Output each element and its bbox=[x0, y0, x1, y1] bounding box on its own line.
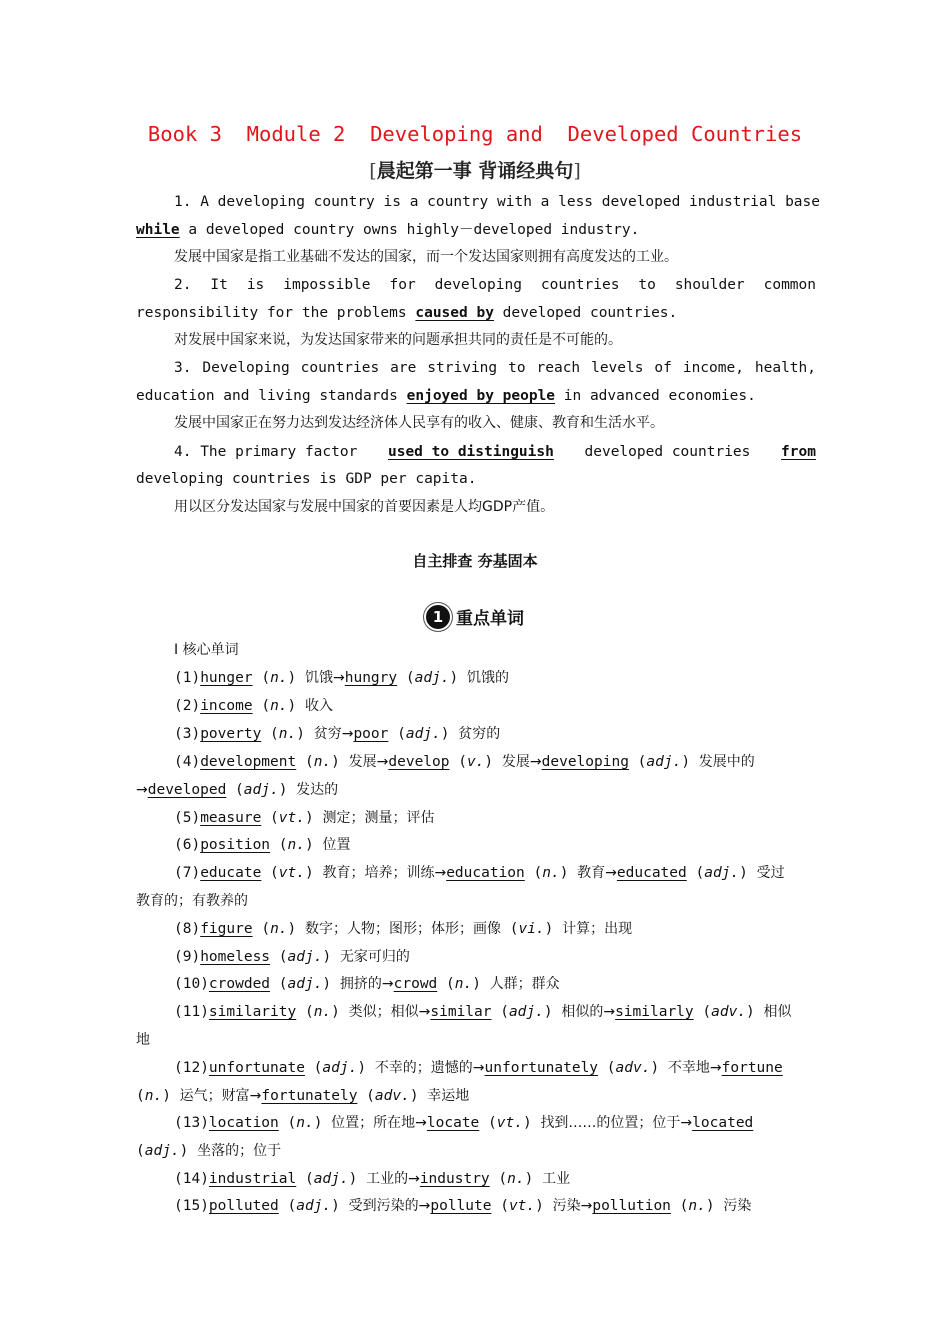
vocab-word: developing bbox=[541, 754, 629, 770]
arrow-icon: → bbox=[136, 782, 148, 798]
vocab-meaning: 相似的→ bbox=[561, 1004, 616, 1020]
key-phrase: enjoyed by people bbox=[406, 388, 556, 404]
vocab-item-6: (6)position (n.) 位置 bbox=[174, 837, 351, 853]
part-of-speech: n. bbox=[296, 1115, 314, 1131]
part-of-speech: n. bbox=[270, 670, 288, 686]
vocab-item-3: (3)poverty (n.) 贫穷→poor (adj.) 贫穷的 bbox=[174, 726, 501, 742]
vocab-word: position bbox=[200, 837, 271, 853]
part-of-speech: adj. bbox=[287, 976, 323, 992]
badge-label: 重点单词 bbox=[456, 609, 524, 629]
vocab-word: locate bbox=[426, 1115, 480, 1131]
vocab-meaning: 收入 bbox=[305, 698, 333, 714]
sentence-3-line-2 bbox=[136, 386, 816, 406]
item-number: (15) bbox=[174, 1198, 209, 1214]
sentence-text: in advanced economies. bbox=[555, 388, 756, 404]
part-of-speech: vt. bbox=[496, 1115, 523, 1131]
vocab-meaning: 幸运地 bbox=[427, 1088, 470, 1104]
item-number: (3) bbox=[174, 726, 201, 742]
vocab-word: location bbox=[208, 1115, 279, 1131]
vocab-meaning: 不幸地→ bbox=[667, 1060, 722, 1076]
vocab-word: pollute bbox=[430, 1198, 492, 1214]
vocab-meaning: 受到污染的→ bbox=[348, 1198, 431, 1214]
part-of-speech: n. bbox=[278, 726, 297, 742]
part-of-speech: adj. bbox=[414, 670, 450, 686]
sentence-1-line-1: 1. A developing country is a country with a less developed industrial base bbox=[174, 194, 821, 210]
vocab-word: develop bbox=[388, 754, 450, 770]
key-phrase: from bbox=[781, 444, 816, 460]
item-number: (6) bbox=[174, 837, 201, 853]
item-number: (10) bbox=[174, 976, 209, 992]
sentence-text: education and living standards bbox=[136, 388, 407, 404]
vocab-heading: Ⅰ 核心单词 bbox=[174, 642, 239, 658]
vocab-meaning: 受过 bbox=[756, 865, 785, 881]
part-of-speech: n. bbox=[507, 1171, 525, 1187]
vocab-word: poor bbox=[353, 726, 389, 742]
part-of-speech: vi. bbox=[518, 921, 545, 937]
vocab-item-10: (10)crowded (adj.) 拥挤的→crowd (n.) 人群；群众 bbox=[174, 976, 560, 992]
vocab-item-11-cont: 地 bbox=[136, 1032, 150, 1048]
item-number: (7) bbox=[174, 865, 201, 881]
vocab-meaning: 无家可归的 bbox=[339, 949, 410, 965]
part-of-speech: adj. bbox=[313, 1171, 349, 1187]
vocab-meaning: 发展中的 bbox=[698, 754, 755, 770]
vocab-meaning: 不幸的；遗憾的→ bbox=[374, 1060, 485, 1076]
vocab-word: homeless bbox=[200, 949, 271, 965]
vocab-word: unfortunate bbox=[208, 1060, 305, 1076]
vocab-meaning: 发达的 bbox=[296, 782, 339, 798]
vocab-item-14: (14)industrial (adj.) 工业的→industry (n.) 工业 bbox=[174, 1171, 571, 1187]
sentence-3-translation: 发展中国家正在努力达到发达经济体人民享有的收入、健康、教育和生活水平。 bbox=[174, 415, 664, 431]
sentence-3-line-1: 3. Developing countries are striving to reach levels of income, health, bbox=[174, 360, 816, 376]
part-of-speech: n. bbox=[270, 698, 288, 714]
vocab-word: poverty bbox=[200, 726, 262, 742]
part-of-speech: adj. bbox=[243, 782, 279, 798]
vocab-word: hunger bbox=[200, 670, 253, 686]
part-of-speech: n. bbox=[542, 865, 560, 881]
vocab-word: industry bbox=[419, 1171, 490, 1187]
part-of-speech: adv. bbox=[711, 1004, 747, 1020]
key-phrase: while bbox=[136, 222, 180, 238]
vocab-word: development bbox=[200, 754, 297, 770]
vocab-word: education bbox=[446, 865, 525, 881]
vocab-meaning: 发展→ bbox=[348, 754, 389, 770]
vocab-word: pollution bbox=[592, 1198, 671, 1214]
sentence-1-translation: 发展中国家是指工业基础不发达的国家，而一个发达国家则拥有高度发达的工业。 bbox=[174, 249, 678, 265]
sentence-2-line-2 bbox=[136, 303, 816, 323]
section-title: 自主排查 夯基固本 bbox=[412, 552, 538, 570]
part-of-speech: vt. bbox=[508, 1198, 536, 1214]
item-number: (13) bbox=[174, 1115, 209, 1131]
vocab-item-13: (13)location (n.) 位置；所在地→locate (vt.) 找到……的位置；位于→located bbox=[174, 1115, 754, 1131]
vocab-item-11: (11)similarity (n.) 类似；相似→similar (adj.) 相似的→similarly (adv.) 相似 bbox=[174, 1004, 792, 1020]
vocab-word: unfortunately bbox=[484, 1060, 599, 1076]
vocab-meaning: 贫穷→ bbox=[313, 726, 354, 742]
sentence-2-translation: 对发展中国家来说，为发达国家带来的问题承担共同的责任是不可能的。 bbox=[174, 332, 622, 348]
vocab-word: hungry bbox=[344, 670, 398, 686]
vocab-meaning: 位置；所在地→ bbox=[331, 1115, 427, 1131]
vocab-meaning: 找到……的位置；位于→ bbox=[540, 1115, 693, 1131]
part-of-speech: n. bbox=[287, 837, 305, 853]
vocab-meaning: 计算；出现 bbox=[562, 921, 633, 937]
vocab-word: located bbox=[692, 1115, 754, 1131]
item-number: (9) bbox=[174, 949, 201, 965]
vocab-word: polluted bbox=[208, 1198, 279, 1214]
sentence-text: developed countries bbox=[584, 444, 751, 460]
vocab-word: similarly bbox=[615, 1004, 694, 1020]
vocab-item-12-cont: (n.) 运气；财富→fortunately (adv.) 幸运地 bbox=[136, 1088, 470, 1104]
subtitle-open-bracket: [ bbox=[369, 160, 377, 182]
vocab-meaning: 位置 bbox=[322, 837, 351, 853]
item-number: (11) bbox=[174, 1004, 209, 1020]
part-of-speech: adj. bbox=[287, 949, 323, 965]
vocab-word: educate bbox=[200, 865, 262, 881]
vocab-item-13-cont: (adj.) 坐落的；位于 bbox=[136, 1143, 282, 1159]
part-of-speech: v. bbox=[466, 754, 485, 770]
vocab-word: crowd bbox=[393, 976, 438, 992]
part-of-speech: vt. bbox=[278, 810, 305, 826]
vocab-meaning: 工业 bbox=[542, 1171, 571, 1187]
vocab-word: crowded bbox=[208, 976, 271, 992]
vocab-word: educated bbox=[616, 865, 687, 881]
vocab-item-15: (15)polluted (adj.) 受到污染的→pollute (vt.) 污染→pollution (n.) 污染 bbox=[174, 1198, 752, 1214]
vocab-meaning: 教育→ bbox=[577, 865, 617, 881]
subtitle bbox=[0, 156, 950, 183]
vocab-meaning: 饥饿的 bbox=[466, 670, 509, 686]
vocab-word: similar bbox=[430, 1004, 492, 1020]
vocab-item-2: (2)income (n.) 收入 bbox=[174, 698, 333, 714]
sentence-1-line-2 bbox=[136, 220, 816, 240]
vocab-item-4: (4)development (n.) 发展→develop (v.) 发展→developing (adj.) 发展中的 bbox=[174, 754, 755, 770]
vocab-meaning: 污染 bbox=[723, 1198, 752, 1214]
vocab-item-8: (8)figure (n.) 数字；人物；图形；体形；画像 (vi.) 计算；出现 bbox=[174, 921, 633, 937]
part-of-speech: adj. bbox=[704, 865, 740, 881]
vocab-meaning: 贫穷的 bbox=[458, 726, 501, 742]
sentence-text: a developed country owns highly－developed industry. bbox=[179, 222, 640, 238]
vocab-meaning: 拥挤的→ bbox=[339, 976, 394, 992]
vocab-word: figure bbox=[200, 921, 253, 937]
key-phrase: caused by bbox=[415, 305, 494, 321]
item-number: (8) bbox=[174, 921, 201, 937]
part-of-speech: adj. bbox=[646, 754, 682, 770]
subtitle-close-bracket: ] bbox=[573, 160, 581, 182]
item-number: (12) bbox=[174, 1060, 209, 1076]
vocab-item-12: (12)unfortunate (adj.) 不幸的；遗憾的→unfortunately (adv.) 不幸地→fortune bbox=[174, 1060, 783, 1076]
vocab-meaning: 类似；相似→ bbox=[348, 1004, 431, 1020]
part-of-speech: n. bbox=[144, 1088, 163, 1104]
vocab-meaning: 数字；人物；图形；体形；画像 bbox=[305, 921, 501, 937]
part-of-speech: adv. bbox=[374, 1088, 410, 1104]
vocab-word: measure bbox=[200, 810, 262, 826]
vocab-item-4-cont: →developed (adj.) 发达的 bbox=[136, 782, 339, 798]
item-number: (4) bbox=[174, 754, 201, 770]
vocab-word: fortune bbox=[721, 1060, 783, 1076]
sentence-4-line-1 bbox=[174, 442, 816, 462]
part-of-speech: n. bbox=[454, 976, 473, 992]
vocab-meaning: 运气；财富→ bbox=[179, 1088, 262, 1104]
vocab-meaning: 坐落的；位于 bbox=[197, 1143, 282, 1159]
vocab-meaning: 污染→ bbox=[552, 1198, 593, 1214]
vocab-meaning: 饥饿→ bbox=[305, 670, 345, 686]
vocab-item-9: (9)homeless (adj.) 无家可归的 bbox=[174, 949, 410, 965]
vocab-item-5: (5)measure (vt.) 测定；测量；评估 bbox=[174, 810, 435, 826]
vocab-word: fortunately bbox=[261, 1088, 358, 1104]
item-number: (14) bbox=[174, 1171, 209, 1187]
sentence-text: developed countries. bbox=[493, 305, 678, 321]
vocab-item-1: (1)hunger (n.) 饥饿→hungry (adj.) 饥饿的 bbox=[174, 670, 509, 686]
part-of-speech: adj. bbox=[405, 726, 441, 742]
part-of-speech: adj. bbox=[508, 1004, 544, 1020]
sentence-4-translation: 用以区分发达国家与发展中国家的首要因素是人均GDP产值。 bbox=[174, 499, 555, 515]
vocab-meaning: 相似 bbox=[763, 1004, 792, 1020]
item-number: (5) bbox=[174, 810, 201, 826]
vocab-meaning: 人群；群众 bbox=[489, 976, 560, 992]
sentence-2-line-1: 2. It is impossible for developing countries to shoulder common bbox=[174, 277, 816, 293]
vocab-badge bbox=[0, 604, 950, 629]
page-title: Book 3 Module 2 Developing and Developed Countries bbox=[147, 122, 803, 146]
sentence-text: 4. The primary factor bbox=[174, 444, 358, 460]
item-number: (1) bbox=[174, 670, 201, 686]
vocab-meaning: 教育；培养；训练→ bbox=[322, 865, 447, 881]
part-of-speech: adj. bbox=[296, 1198, 332, 1214]
sentence-text: responsibility for the problems bbox=[136, 305, 416, 321]
part-of-speech: vt. bbox=[278, 865, 305, 881]
part-of-speech: adj. bbox=[322, 1060, 358, 1076]
vocab-item-7-cont: 教育的；有教养的 bbox=[136, 893, 248, 909]
vocab-word: industrial bbox=[208, 1171, 297, 1187]
vocab-meaning: 工业的→ bbox=[366, 1171, 420, 1187]
part-of-speech: adj. bbox=[144, 1143, 180, 1159]
key-phrase: used to distinguish bbox=[387, 444, 554, 460]
part-of-speech: n. bbox=[270, 921, 288, 937]
vocab-word: similarity bbox=[208, 1004, 297, 1020]
part-of-speech: n. bbox=[313, 1004, 332, 1020]
number-badge-icon: 1 bbox=[426, 605, 450, 629]
vocab-meaning: 发展→ bbox=[501, 754, 542, 770]
sentence-4-line-2: developing countries is GDP per capita. bbox=[136, 471, 477, 487]
vocab-item-7: (7)educate (vt.) 教育；培养；训练→education (n.) 教育→educated (adj.) 受过 bbox=[174, 865, 785, 881]
vocab-word: income bbox=[200, 698, 253, 714]
vocab-meaning: 测定；测量；评估 bbox=[322, 810, 435, 826]
item-number: (2) bbox=[174, 698, 201, 714]
part-of-speech: n. bbox=[313, 754, 332, 770]
subtitle-text: 晨起第一事 背诵经典句 bbox=[376, 160, 574, 182]
vocab-word: developed bbox=[147, 782, 227, 798]
part-of-speech: n. bbox=[688, 1198, 706, 1214]
part-of-speech: adv. bbox=[615, 1060, 651, 1076]
